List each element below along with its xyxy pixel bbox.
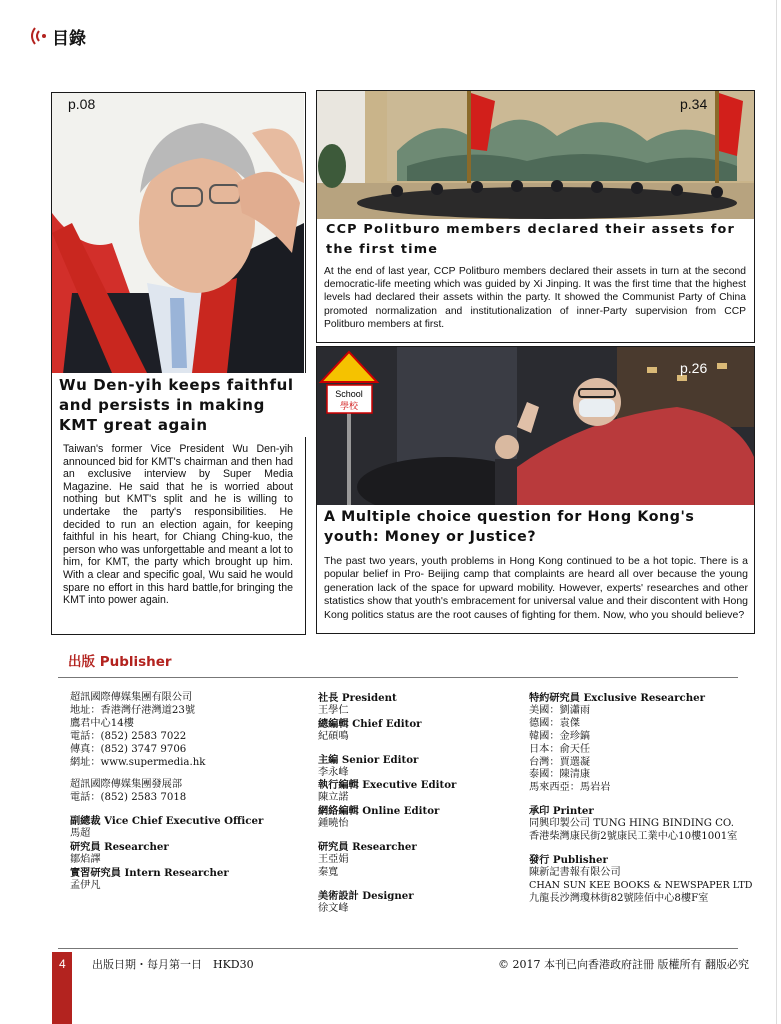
page-tag-a2: [676, 96, 711, 112]
role: 實習研究員 Intern Researcher: [70, 866, 229, 879]
name: 鍾曉怡: [318, 818, 349, 830]
printer-address: 香港柴灣康民街2號康民工業中心10樓1001室: [529, 831, 738, 843]
name: 徐文峰: [318, 902, 349, 914]
address-line: 鷹君中心14樓: [70, 717, 134, 729]
name: 馬超: [70, 828, 91, 840]
researcher-entry: 台灣：賈選凝: [529, 756, 591, 768]
name: 孟伊凡: [70, 879, 101, 891]
publisher-name-en: CHAN SUN KEE BOOKS & NEWSPAPER LTD: [529, 879, 753, 891]
publisher-col-1: [70, 692, 263, 893]
printer-name: 同興印製公司 TUNG HING BINDING CO.: [529, 818, 734, 830]
school-sign-en: School: [335, 389, 363, 399]
name: 紀碩鳴: [318, 730, 349, 742]
role: 主編 Senior Editor: [318, 753, 419, 766]
role: 網絡編輯 Online Editor: [318, 805, 440, 818]
dev-dept: 超訊國際傳媒集團發展部: [70, 779, 183, 791]
page-number-label: p.08: [68, 96, 96, 112]
publisher-title: 出版 Publisher: [68, 654, 172, 670]
page-tag-a1: [64, 96, 99, 112]
role: 社長 President: [318, 692, 397, 704]
tel: 電話：(852) 2583 7022: [70, 730, 187, 742]
page-number-label: p.26: [680, 360, 708, 376]
role: 研究員 Researcher: [318, 841, 417, 854]
article-wu-photo: [52, 93, 304, 373]
role: 特約研究員 Exclusive Researcher: [529, 692, 705, 704]
name: 陳立諾: [318, 792, 349, 804]
website-link[interactable]: 網址：www.supermedia.hk: [70, 756, 206, 768]
role: 發行 Publisher: [529, 853, 608, 866]
page-number: 4: [59, 957, 66, 971]
role: 副總裁 Vice Chief Executive Officer: [70, 815, 264, 828]
name: 王亞娟: [318, 853, 349, 865]
role: 執行編輯 Executive Editor: [318, 779, 457, 792]
company-name: 超訊國際傳媒集團有限公司: [70, 692, 193, 703]
role: 研究員 Researcher: [70, 841, 169, 854]
article-ccp-headline[interactable]: CCP Politburo members declared their assets for the first time: [322, 219, 750, 261]
role: 總編輯 Chief Editor: [318, 717, 422, 730]
researcher-entry: 美國：劉瀟雨: [529, 704, 591, 716]
role: 美術設計 Designer: [318, 889, 414, 902]
name: 李永峰: [318, 766, 349, 778]
page-tag-a3: [676, 360, 711, 376]
article-wu-headline[interactable]: Wu Den-yih keeps faithful and persists in making KMT great again: [55, 373, 307, 437]
name: 秦寬: [318, 866, 339, 878]
school-sign-zh: 學校: [339, 402, 359, 412]
publisher-address: 九龍長沙灣瓊林街82號陸佰中心8樓F室: [529, 892, 709, 904]
article-ccp-body: At the end of last year, CCP Politburo members declared their assets in turn at the second democratic-life meeting which was guided by Xi Jinping. It was the first time that the highest levels had declared their assets within the party. It showed the Communist Party of China promoted normalization and institutionalization of inner-Party supervision from CCP Politburo members at first.: [324, 266, 746, 330]
article-hk-headline[interactable]: A Multiple choice question for Hong Kong's youth: Money or Justice?: [320, 506, 752, 548]
researcher-entry: 馬來西亞：馬岩岩: [529, 782, 611, 794]
fax: 傳真：(852) 3747 9706: [70, 743, 187, 755]
researcher-entry: 泰國：陳清康: [529, 769, 591, 781]
article-wu-body: Taiwan's former Vice President Wu Den-yih announced bid for KMT's chairman and then had an exclusive interview by Super Media Magazine. He said that he is worried about nothing but KMT's split and he is willing to undertake the party's responsibilities. He decided to run an election again, for keeping faithful in his heart, for Chiang Ching-kuo, the person who was unforgettable and meant a lot to him, for KMT, the party which brought up him. With a clear and specific goal, Wu said he would spare no effort in this hard battle,for bringing the KMT into power again.: [63, 443, 293, 607]
researcher-entry: 日本：俞天任: [529, 743, 591, 755]
name: 鄒焰譯: [70, 853, 101, 865]
divider: [58, 677, 738, 678]
publisher-col-3: [529, 692, 753, 906]
page-edge-line: [776, 0, 777, 1024]
publish-date: 出版日期・每月第一日 HKD30: [92, 958, 254, 971]
page-number-label: p.34: [680, 96, 708, 112]
publisher-col-2: [318, 692, 456, 916]
name: 王學仁: [318, 704, 349, 716]
copyright: © 2017 本刊已向香港政府註冊 版權所有 翻版必究: [498, 958, 749, 971]
page-title: 目錄: [52, 29, 86, 49]
researcher-entry: 德國：袁傑: [529, 717, 580, 729]
researcher-entry: 韓國：金珍鎬: [529, 730, 591, 742]
role: 承印 Printer: [529, 805, 594, 818]
divider: [58, 948, 738, 949]
publisher-name-zh: 陳新記書報有限公司: [529, 866, 621, 878]
address-line: 地址：香港灣仔港灣道23號: [70, 704, 196, 716]
dev-tel: 電話：(852) 2583 7018: [70, 792, 187, 804]
sound-wave-icon: [30, 26, 48, 46]
article-hk-body: The past two years, youth problems in Hong Kong continued to be a hot topic. There is a popular belief in Pro- Beijing camp that complaints are heard all over because the young generation lack of the space for upward mobility. However, experts' researches and other statistics show that youth's embracement for universal value and their discontent with Hong Kong politics status are the root causes of fighting for them. Now, who you should believe?: [324, 555, 748, 621]
